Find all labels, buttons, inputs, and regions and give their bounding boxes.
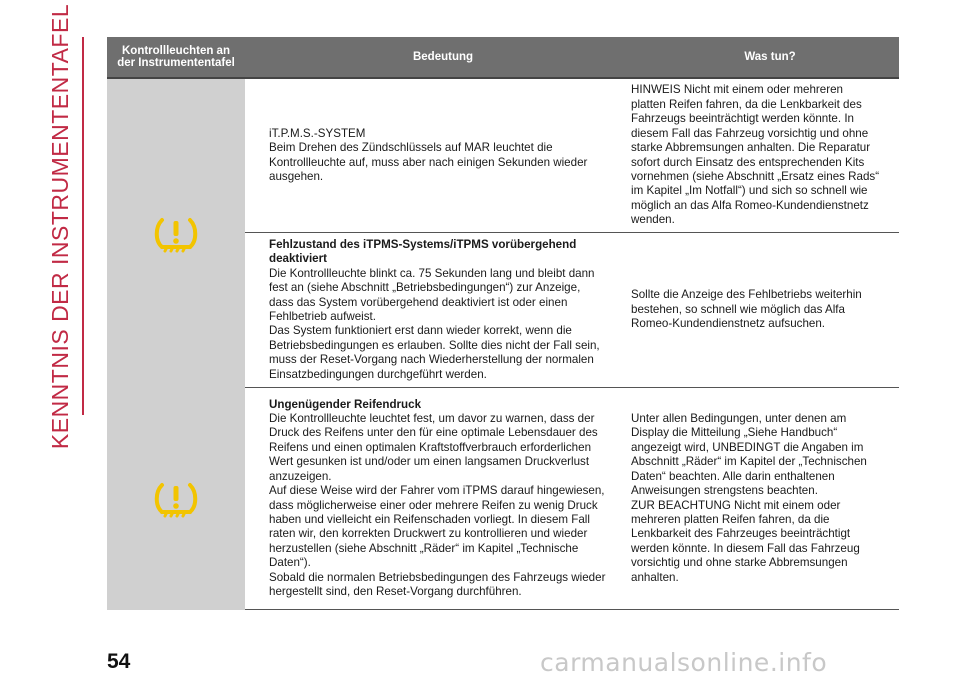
text-line: Kontrollleuchte auf, muss aber nach einigen Sekunden wieder <box>269 155 588 169</box>
text-line: wenden. <box>631 213 675 227</box>
text-line: iT.P.M.S.-SYSTEM <box>269 126 366 140</box>
text-line: Einsatzbedingungen durchgeführt werden. <box>269 367 487 381</box>
side-title-divider <box>82 37 84 415</box>
table-header-row <box>107 37 899 77</box>
text-line: dass das System vorübergehend deaktiviert ist oder einen <box>269 295 568 309</box>
text-line: muss der Reset-Vorgang nach Wiederherstellung der normalen <box>269 353 594 367</box>
text-line: Anweisungen strengstens beachten. <box>631 484 818 498</box>
table-group-itpms <box>107 79 899 388</box>
warning-lights-table <box>107 37 899 610</box>
text-line: dass möglicherweise einer oder mehrere Reifen zu wenig Druck <box>269 498 598 512</box>
text-line: anhalten. <box>631 570 679 584</box>
header-warning-lights-line1: Kontrollleuchten an <box>122 45 230 57</box>
text-line: Das System funktioniert erst dann wieder korrekt, wenn die <box>269 324 572 338</box>
watermark: carmanualsonline.info <box>540 648 828 677</box>
page-number: 54 <box>107 650 131 673</box>
text-line: sofort durch Einsatz des entsprechenden Kits <box>631 155 865 169</box>
table-row <box>245 79 899 233</box>
text-line: HINWEIS Nicht mit einem oder mehreren <box>631 83 843 97</box>
table-row <box>245 233 899 388</box>
text-line: Daten“ beachten. Alle darin enthaltenen <box>631 469 835 483</box>
meaning-title <box>269 238 613 267</box>
text-line: diesem Fall das Fahrzeug vorsichtig und ohne <box>631 126 869 140</box>
meaning-text <box>269 412 613 599</box>
text-line: herzustellen (siehe Abschnitt „Räder“ im Kapitel „Technische <box>269 541 579 555</box>
text-line: Daten“). <box>269 556 311 570</box>
action-text <box>631 83 891 227</box>
text-line: Fehlbetrieb aufweist. <box>269 310 376 323</box>
text-line: Abschnitt „Räder“ im Kapitel der „Technischen <box>631 455 867 469</box>
meaning-text <box>269 267 613 382</box>
header-meaning: Bedeutung <box>412 51 474 63</box>
text-line: werden könnte. In diesem Fall das Fahrzeug <box>631 541 860 555</box>
text-line: Die Kontrollleuchte blinkt ca. 75 Sekunden lang und bleibt dann <box>269 266 595 280</box>
text-line: möglich an das Alfa Romeo-Kundendienstnetz <box>631 198 869 212</box>
text-line: Fehlzustand des iTPMS-Systems/iTPMS vorübergehend <box>269 237 577 251</box>
action-text <box>631 412 891 585</box>
table-row <box>245 388 899 610</box>
text-line: Wert gesunken ist und/oder um einen langsamen Druckverlust <box>269 455 590 469</box>
action-text <box>631 288 891 331</box>
text-line: Fahrzeugs beeinträchtigt werden könnte. In <box>631 112 854 126</box>
text-line: anzuzeigen. <box>269 469 332 483</box>
text-line: mehreren platten Reifen fahren, da die <box>631 512 830 526</box>
text-line: vornehmen (siehe Abschnitt „Ersatz eines Rads“ <box>631 169 880 183</box>
action-cell <box>621 79 899 232</box>
header-warning-lights-line2: der Instrumententafel <box>117 57 235 69</box>
meaning-title: Ungenügender Reifendruck <box>269 397 422 411</box>
text-line: haben und vielleicht ein Reifenschaden vorliegt. In diesem Fall <box>269 512 590 526</box>
action-cell <box>621 233 899 387</box>
text-line: hergestellt sind, den Reset-Vorgang durchführen. <box>269 584 522 598</box>
text-line: Beim Drehen des Zündschlüssels auf MAR leuchtet die <box>269 141 553 155</box>
text-line: fest an (siehe Abschnitt „Betriebsbedingungen“) zur Anzeige, <box>269 281 581 295</box>
text-line: im Kapitel „Im Notfall“) und sich so schnell wie <box>631 184 868 198</box>
text-line: platten Reifen fahren, da die Lenkbarkeit des <box>631 97 862 111</box>
side-section-title-text: KENNTNIS DER INSTRUMENTENTAFEL <box>47 3 74 449</box>
text-line: Display die Mitteilung „Siehe Handbuch“ <box>631 426 838 440</box>
header-what-to-do: Was tun? <box>744 51 796 63</box>
meaning-cell <box>245 233 621 387</box>
meaning-text <box>269 127 613 185</box>
text-line: Sollte die Anzeige des Fehlbetriebs weiterhin <box>631 288 862 302</box>
tire-pressure-warning-icon <box>152 210 200 258</box>
text-line: Unter allen Bedingungen, unter denen am <box>631 412 847 426</box>
text-line: Die Kontrollleuchte leuchtet fest, um davor zu warnen, dass der <box>269 412 595 426</box>
header-warning-lights <box>107 37 245 77</box>
text-line: raten wir, den korrekten Druckwert zu kontrollieren und wieder <box>269 527 588 541</box>
meaning-cell <box>245 79 621 232</box>
text-line: Reifens und einen optimalen Kraftstoffverbrauch erforderlichen <box>269 440 592 454</box>
text-line: deaktiviert <box>269 252 327 266</box>
table-group-low-pressure <box>107 388 899 610</box>
side-section-title <box>42 3 80 449</box>
text-line: vorsichtig und ohne starke Abbremsungen <box>631 556 848 570</box>
action-cell <box>621 388 899 609</box>
text-line: Betriebsbedingungen es erlauben. Sollte dies nicht der Fall sein, <box>269 338 600 352</box>
text-line: Druck des Reifens unter den für eine optimale Lebensdauer des <box>269 426 598 440</box>
text-line: ZUR BEACHTUNG Nicht mit einem oder <box>631 498 841 512</box>
tire-pressure-warning-icon <box>152 475 200 523</box>
icon-cell <box>107 79 245 388</box>
text-line: starke Abbremsungen anhalten. Die Reparatur <box>631 141 871 155</box>
text-line: Sobald die normalen Betriebsbedingungen des Fahrzeugs wieder <box>269 570 606 584</box>
meaning-cell <box>245 388 621 609</box>
text-line: Auf diese Weise wird der Fahrer vom iTPMS darauf hingewiesen, <box>269 484 605 498</box>
text-line: Romeo-Kundendienstnetz aufsuchen. <box>631 317 826 331</box>
text-line: ausgehen. <box>269 169 324 183</box>
icon-cell <box>107 388 245 610</box>
text-line: angezeigt wird, UNBEDINGT die Angaben im <box>631 440 864 454</box>
text-line: Lenkbarkeit des Fahrzeuges beeinträchtigt <box>631 527 851 541</box>
text-line: bestehen, so schnell wie möglich das Alfa <box>631 302 845 316</box>
